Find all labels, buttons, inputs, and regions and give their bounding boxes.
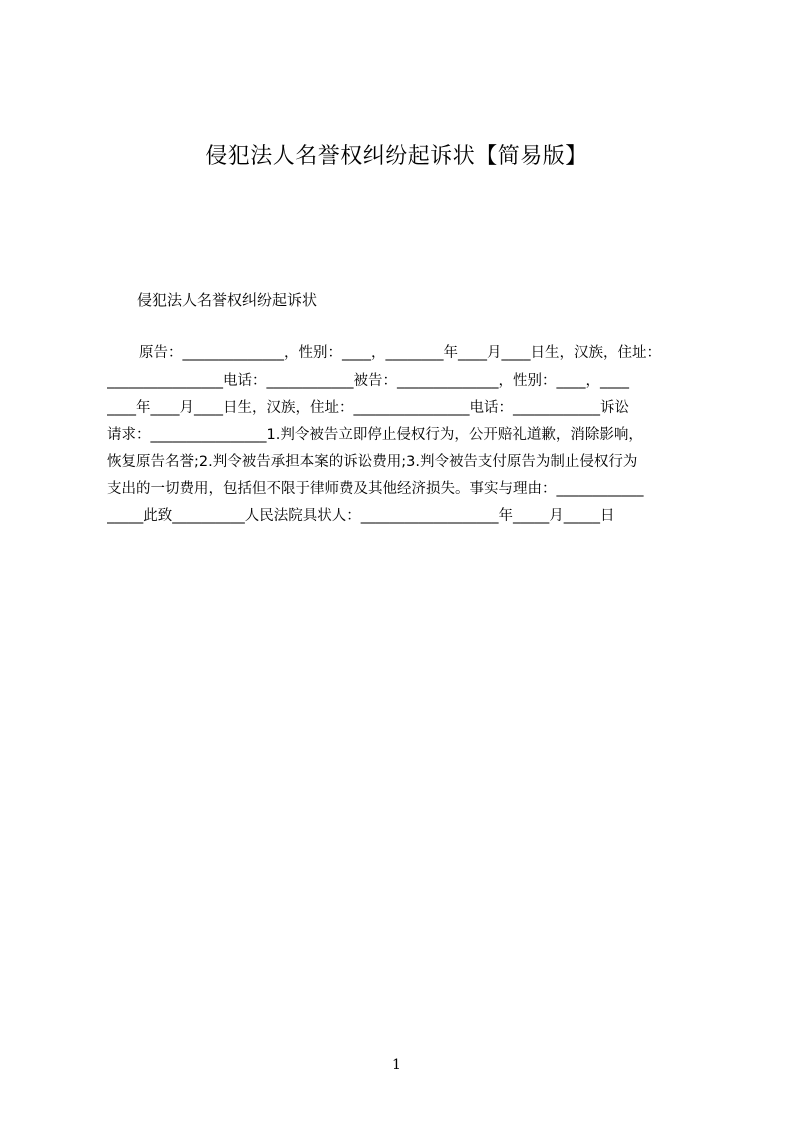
document-subheading: 侵犯法人名誉权纠纷起诉状: [137, 291, 318, 309]
body-line-2: ________________电话：____________被告：______________，性别：____，____: [107, 373, 629, 389]
body-line-1: 原告：______________，性别：____，________年____月____日生，汉族，住址：: [139, 345, 661, 361]
body-line-5: 恢复原告名誉;2.判令被告承担本案的诉讼费用;3.判令被告支付原告为制止侵权行为: [107, 454, 638, 470]
body-line-7: _____此致__________人民法院具状人：___________________年_____月_____日: [107, 508, 615, 524]
page-number: 1: [392, 1057, 401, 1073]
body-line-6: 支出的一切费用，包括但不限于律师费及其他经济损失。事实与理由：____________: [107, 481, 644, 497]
document-title: 侵犯法人名誉权纠纷起诉状【简易版】: [205, 144, 588, 169]
body-line-3: ____年____月____日生，汉族，住址：________________电话：____________诉讼: [107, 400, 629, 416]
body-line-4: 请求：________________1.判令被告立即停止侵权行为，公开赔礼道歉，消除影响，: [107, 427, 643, 443]
